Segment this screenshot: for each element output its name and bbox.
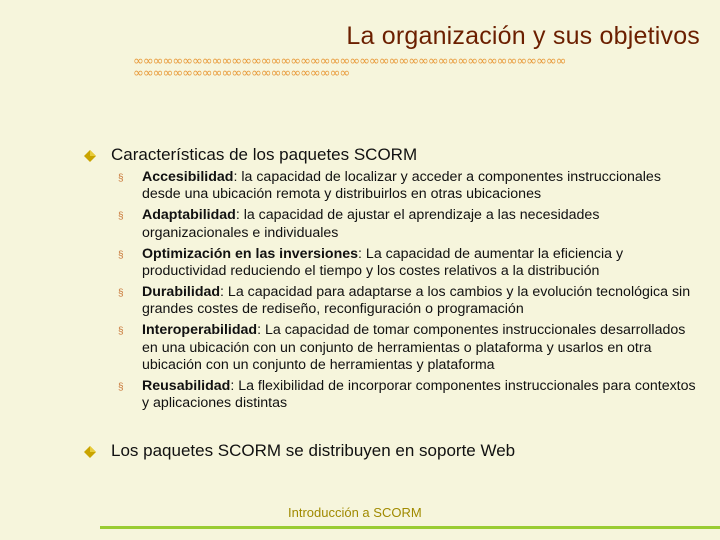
diamond-bullet-icon (84, 150, 96, 162)
sub-item-accesibilidad (118, 169, 703, 204)
sub-item-term: Adaptabilidad (142, 207, 236, 224)
sub-item-term: Accesibilidad (142, 169, 234, 185)
sub-item-optimizacion (118, 246, 703, 281)
sub-item-term: Reusabilidad (142, 377, 231, 394)
section-bullet-icon: § (118, 249, 124, 261)
section-bullet-icon: § (118, 287, 124, 299)
sub-item-desc: : la capacidad de localizar y acceder a componentes instruccionales desde una ubicación remota y distribuirlos en otras ubicaciones (142, 169, 661, 203)
sub-item-desc: : La flexibilidad de incorporar componentes instruccionales para contextos y aplicaciones distintas (142, 377, 696, 412)
sub-item-term: Durabilidad (142, 283, 221, 300)
sub-item-term: Optimización en las inversiones (142, 245, 359, 262)
section-bullet-icon: § (118, 211, 124, 223)
bullet-distribucion-web: Los paquetes SCORM se distribuyen en soporte Web (111, 441, 516, 460)
sub-item-desc: : La capacidad de aumentar la eficiencia y productividad reduciendo el tiempo y los costes relativos a la distribución (142, 245, 624, 280)
sub-item-term: Interoperabilidad (142, 322, 258, 339)
section-bullet-icon: § (118, 326, 124, 338)
sub-item-desc: : la capacidad de ajustar el aprendizaje a las necesidades organizacionales e individuales (142, 207, 600, 241)
sub-item-adaptabilidad (118, 207, 703, 242)
footer-text: Introducción a SCORM (288, 505, 422, 520)
sub-item-interoperabilidad (118, 322, 703, 374)
footer-divider (100, 526, 720, 529)
title-ornament-row-1: ∞∞∞∞∞∞∞∞∞∞∞∞∞∞∞∞∞∞∞∞∞∞∞∞∞∞∞∞∞∞∞∞∞∞∞∞∞∞∞∞∞∞∞∞ (133, 56, 566, 68)
bullet-caracteristicas: Características de los paquetes SCORM (111, 145, 418, 164)
title-ornament-row-2: ∞∞∞∞∞∞∞∞∞∞∞∞∞∞∞∞∞∞∞∞∞∞ (133, 68, 350, 80)
diamond-bullet-icon (84, 446, 96, 458)
slide-title: La organización y sus objetivos (346, 22, 700, 50)
sub-item-reusabilidad (118, 378, 703, 413)
section-bullet-icon: § (118, 381, 124, 393)
sub-bullet-list (118, 169, 703, 416)
section-bullet-icon: § (118, 173, 124, 184)
sub-item-desc: : La capacidad para adaptarse a los cambios y la evolución tecnológica sin grandes costes de rediseño, reconfiguración o programación (142, 283, 691, 318)
sub-item-durabilidad (118, 284, 703, 319)
sub-item-desc: : La capacidad de tomar componentes instruccionales desarrollados en una ubicación con un conjunto de herramientas o plataforma y usarlos en otra ubicación con un conjunto de herramientas y plataforma (142, 322, 686, 374)
